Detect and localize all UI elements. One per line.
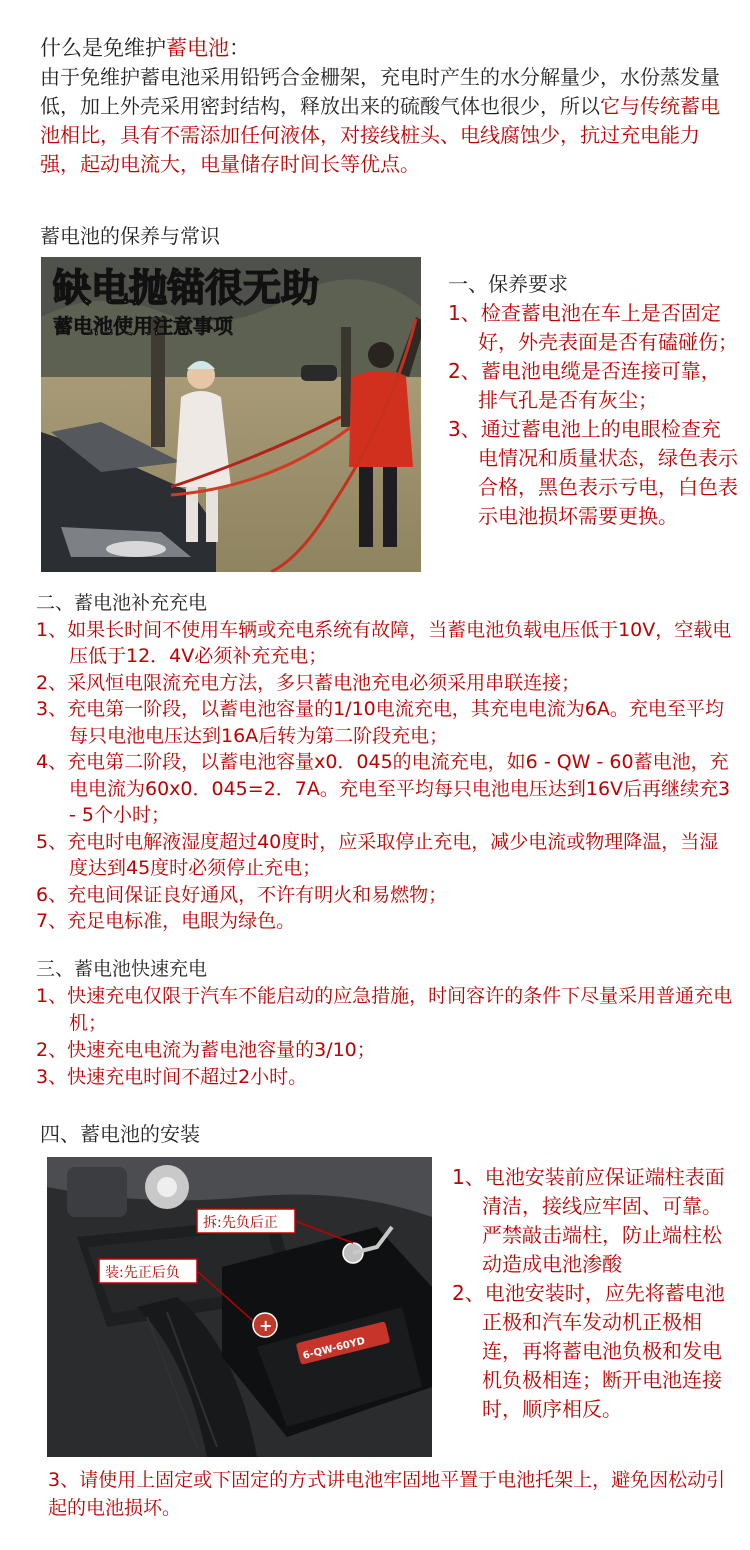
maintenance-heading: 一、保养要求 (448, 272, 568, 296)
installation-title: 四、蓄电池的安装 (40, 1122, 200, 1146)
jumpstart-photo (41, 257, 421, 572)
fast-charging-item: 3、快速充电时间不超过2小时。 (36, 1066, 308, 1088)
installation-item: 1、电池安装前应保证端柱表面清洁，接线应牢固、可靠。严禁敲击端柱，防止端柱松动造成电池渗酸 (452, 1165, 725, 1276)
photo-banner-text: 缺电抛锚很无助 (53, 266, 320, 310)
charging-item: 4、充电第二阶段，以蓄电池容量x0．045的电流充电，如6 - QW - 60蓄电池，充电电流为60x0．045=2．7A。充电至平均每只电池电压达到16V后再继续充3 - 5个小时； (36, 751, 731, 826)
installation-item: 2、电池安装时，应先将蓄电池正极和汽车发动机正极相连，再将蓄电池负极和发电机负极相连；断开电池连接时，顺序相反。 (452, 1281, 725, 1421)
intro-body (40, 63, 730, 179)
intro-title (40, 34, 730, 63)
installation-list (452, 1163, 740, 1424)
intro-title-suffix: ： (229, 36, 250, 60)
intro-title-prefix: 什么是免维护 (40, 36, 166, 60)
maintenance-item: 3、通过蓄电池上的电眼检查充电情况和质量状态，绿色表示合格，黑色表示亏电，白色表示电池损坏需要更换。 (448, 417, 738, 528)
remove-order-label: 拆:先负后正 (203, 1215, 278, 1231)
installation-final-note: 3、请使用上固定或下固定的方式讲电池牢固地平置于电池托架上，避免因松动引起的电池损坏。 (48, 1469, 726, 1519)
charging-item: 7、充足电标准，电眼为绿色。 (36, 910, 296, 932)
fast-charging-item: 1、快速充电仅限于汽车不能启动的应急措施，时间容许的条件下尽量采用普通充电机； (36, 985, 733, 1034)
fast-charging-heading: 三、蓄电池快速充电 (36, 958, 208, 980)
intro-section (40, 34, 730, 179)
svg-text:+: + (259, 1316, 273, 1335)
fast-charging-item: 2、快速充电电流为蓄电池容量的3/10； (36, 1039, 376, 1061)
charging-item: 1、如果长时间不使用车辆或充电系统有故障，当蓄电池负载电压低于10V，空载电压低于12．4V必须补充充电； (36, 618, 732, 667)
intro-body-highlight: 它与传统蓄电池相比，具有不需添加任何液体，对接线桩头、电线腐蚀少，抗过充电能力强，起动电流大，电量储存时间长等优点。 (40, 94, 720, 176)
intro-body-plain: 由于免维护蓄电池采用铅钙合金栅架，充电时产生的水分解量少，水份蒸发量低，加上外壳采用密封结构，释放出来的硫酸气体也很少，所以 (40, 65, 720, 118)
photo-subtitle-text: 蓄电池使用注意事项 (53, 314, 233, 338)
engine-bay-illustration (47, 1157, 432, 1457)
charging-item: 6、充电间保证良好通风，不许有明火和易燃物； (36, 883, 448, 906)
maintenance-item: 1、检查蓄电池在车上是否固定好，外壳表面是否有磕碰伤； (448, 301, 738, 354)
jumpstart-photo-illustration (41, 257, 421, 572)
charging-item: 5、充电时电解液湿度超过40度时，应采取停止充电，减少电流或物理降温，当湿度达到45度时必须停止充电； (36, 830, 719, 879)
intro-title-highlight: 蓄电池 (166, 36, 229, 60)
fast-charging-section (36, 956, 736, 1091)
maintenance-title: 蓄电池的保养与常识 (40, 224, 220, 248)
battery-model-text: 6-QW-60YD (301, 1335, 367, 1362)
install-order-label: 装:先正后负 (105, 1265, 180, 1281)
charging-heading: 二、蓄电池补充充电 (36, 592, 208, 614)
charging-item: 2、采风恒电限流充电方法，多只蓄电池充电必须采用串联连接； (36, 671, 581, 694)
maintenance-list (448, 270, 738, 531)
charging-item: 3、充电第一阶段，以蓄电池容量的1/10电流充电，其充电电流为6A。充电至平均每只电池电压达到16A后转为第二阶段充电； (36, 698, 724, 747)
engine-bay-photo (47, 1157, 432, 1457)
maintenance-item: 2、蓄电池电缆是否连接可靠，排气孔是否有灰尘； (448, 359, 721, 412)
charging-section (36, 590, 736, 935)
